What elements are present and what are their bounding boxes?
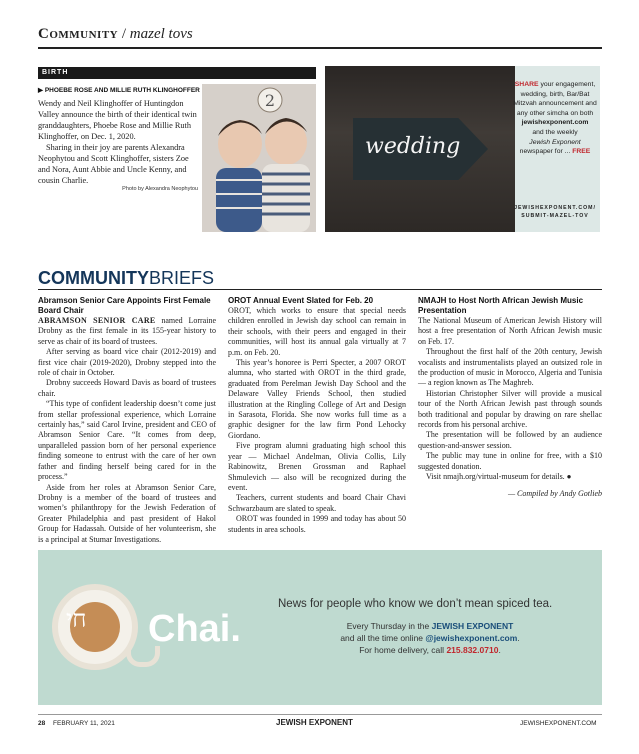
section-header: [38, 26, 193, 43]
brief-first-text: named Lorraine Drobny as the first female in its 155-year history to serve as chair of its board of trustees.: [38, 316, 216, 346]
brief-headline: Abramson Senior Care Appoints First Female Board Chair: [38, 296, 211, 315]
chai-l2-pre: and all the time online: [340, 633, 424, 643]
brief-link-paragraph[interactable]: Visit nmajh.org/virtual-museum for details. ●: [426, 472, 572, 482]
chai-tagline: News for people who know we don’t mean spiced tea.: [278, 598, 553, 610]
sign-word: wedding: [365, 134, 461, 159]
ad-site: jewishexponent.com: [521, 119, 589, 127]
triangle-icon: ▶: [38, 87, 43, 94]
issue-date: FEBRUARY 11, 2021: [53, 720, 115, 727]
chai-l1-brand: JEWISH EXPONENT: [431, 621, 514, 631]
ad-and: and the weekly: [532, 128, 578, 136]
brief-paragraph: Teachers, current students and board Chair Chavi Schwarzbaum are slated to speak.: [228, 493, 406, 513]
brief-paragraph: After serving as board vice chair (2012-2019) and first vice chair (2019-2020), Drobny stepped into the role of chair in October.: [38, 347, 216, 378]
page-number: 28: [38, 720, 46, 727]
briefs-title-light: BRIEFS: [149, 268, 215, 288]
briefs-title-bold: COMMUNITY: [38, 268, 149, 288]
birth-paragraph: Sharing in their joy are parents Alexandra Neophytou and Scott Klinghoffer, sisters Zoe and Nora, Aunt Abbie and Uncle Kenny, and cousin Charlie.: [38, 143, 189, 185]
ad-share: SHARE: [514, 81, 539, 88]
ad-text: [513, 80, 597, 157]
ad-paper: Jewish Exponent: [529, 138, 581, 146]
brief-paragraph: Historian Christopher Silver will provide a musical tour of the North African Jewish past through sounds both traditional and popular by drawing on rare shellac records from his personal archive.: [418, 388, 602, 430]
chai-l3-post: .: [498, 645, 501, 655]
briefs-title: [38, 268, 214, 289]
ad-lines: your engagement, wedding, birth, Bar/Bat Mitzvah announcement and any other simcha on both: [513, 81, 597, 117]
brief-paragraph: [38, 316, 216, 347]
footer-rule: [38, 714, 602, 715]
birth-text: [38, 98, 198, 186]
section-name: Community: [38, 26, 119, 42]
chai-l1-pre: Every Thursday in the: [346, 621, 430, 631]
brief-paragraph: “This type of confident leadership doesn’t come just from stellar professional experience, which Lorraine certainly has,” said Carol Irvine, president and CEO of Abramson Senior Care. “It comes from deep, unparalleled passion born of her personal experience finding someone to entrust with the care of her own father and finding herself being cared for in the process.”: [38, 399, 216, 482]
birth-headline-text: PHOEBE ROSE AND MILLIE RUTH KLINGHOFFER: [44, 87, 200, 94]
birth-label-bar: BIRTH: [38, 67, 316, 79]
chai-l3-pre: For home delivery, call: [359, 645, 445, 655]
photo-badge: 2: [264, 91, 276, 110]
brief-paragraph: OROT, which works to ensure that special needs children enrolled in Jewish day school can remain in their schools, with their peers and engaged in their communities, will host its annual gala virtually at 7 p.m. on Feb. 20.: [228, 306, 406, 357]
chai-l2-post: .: [517, 633, 520, 643]
twins-photo: [202, 84, 316, 232]
ad-url-2: SUBMIT-MAZEL-TOV: [521, 213, 589, 219]
birth-paragraph: Wendy and Neil Klinghoffer of Huntingdon Valley announce the birth of their identical twin granddaughters, Phoebe Rose and Millie Ruth Klinghoffer, on Dec. 1, 2020.: [38, 99, 197, 141]
header-rule: [38, 47, 602, 49]
brief-headline: NMAJH to Host North African Jewish Music Presentation: [418, 296, 584, 315]
brief-column-3: [418, 296, 602, 499]
brief-lead: ABRAMSON SENIOR CARE: [38, 316, 156, 325]
chai-hebrew: חי: [66, 605, 87, 633]
brief-column-1: [38, 296, 216, 545]
brief-signature: — Compiled by Andy Gotlieb: [507, 488, 602, 498]
brief-paragraph: This year’s honoree is Perri Specter, a 2007 OROT alumna, who started with OROT in the third grade, graduated from Perelman Jewish Day School and the Delaware Valley Friends School, then studied illustration at the Ringling College of Art and Design in Sarasota, Florida. She now works full time as a graphic designer for the law firm Pond Lehocky Giordano.: [228, 358, 406, 440]
ad-url-1: JEWISHEXPONENT.COM/: [514, 205, 596, 211]
footer-paper: JEWISH EXPONENT: [276, 718, 353, 727]
chai-ad: [38, 550, 602, 705]
chai-word: Chai.: [148, 608, 241, 650]
section-sub: mazel tovs: [129, 26, 193, 42]
section-sep: /: [121, 26, 127, 42]
birth-headline: [38, 86, 200, 94]
brief-paragraph: The public may tune in online for free, with a $10 suggested donation.: [418, 451, 602, 471]
chai-phone[interactable]: 215.832.0710: [446, 645, 499, 655]
footer-site[interactable]: JEWISHEXPONENT.COM: [520, 720, 597, 727]
ad-url[interactable]: [513, 204, 597, 220]
brief-paragraph: Throughout the first half of the 20th century, Jewish vocalists and instrumentalists played an outsized role in the production of music in Morocco, Algeria and Tunisia — a region known as The Maghreb.: [418, 347, 602, 388]
chai-l2-brand[interactable]: @jewishexponent.com: [425, 633, 518, 643]
brief-headline: OROT Annual Event Slated for Feb. 20: [228, 296, 374, 305]
footer-left: [38, 720, 115, 727]
brief-paragraph: Aside from her roles at Abramson Senior Care, Drobny is a member of the board of trustees and women’s philanthropy for the Jewish Federation of Greater Philadelphia and past president of Hakol Group for Hadassah. Outside of her volunteerism, she is a principal at Stumar Investigations.: [38, 482, 216, 544]
brief-paragraph: Drobny succeeds Howard Davis as board of trustees chair.: [38, 378, 216, 398]
briefs-rule: [38, 289, 602, 290]
mug-icon: [52, 584, 138, 670]
chai-details: [270, 620, 590, 656]
photo-credit: Photo by Alexandra Neophytou: [122, 186, 198, 192]
brief-paragraph: The National Museum of American Jewish History will host a free presentation of North African Jewish music on Feb. 17.: [418, 316, 602, 346]
brief-paragraph: OROT was founded in 1999 and today has about 50 students in area schools.: [228, 514, 406, 534]
twins-photo-svg: [202, 84, 316, 232]
brief-paragraph: Five program alumni graduating high school this year — Michael Andelman, Olivia Collis, Lily Rabinowitz, Brenen Grossman and Raphael Shmulevich — also will be recognized during the event.: [228, 441, 406, 492]
share-simcha-ad: [325, 66, 600, 232]
ad-free: FREE: [572, 148, 591, 156]
brief-paragraph: The presentation will be followed by an audience question-and-answer session.: [418, 430, 602, 450]
brief-column-2: [228, 296, 406, 535]
ad-newspaper: newspaper for ...: [519, 148, 571, 156]
